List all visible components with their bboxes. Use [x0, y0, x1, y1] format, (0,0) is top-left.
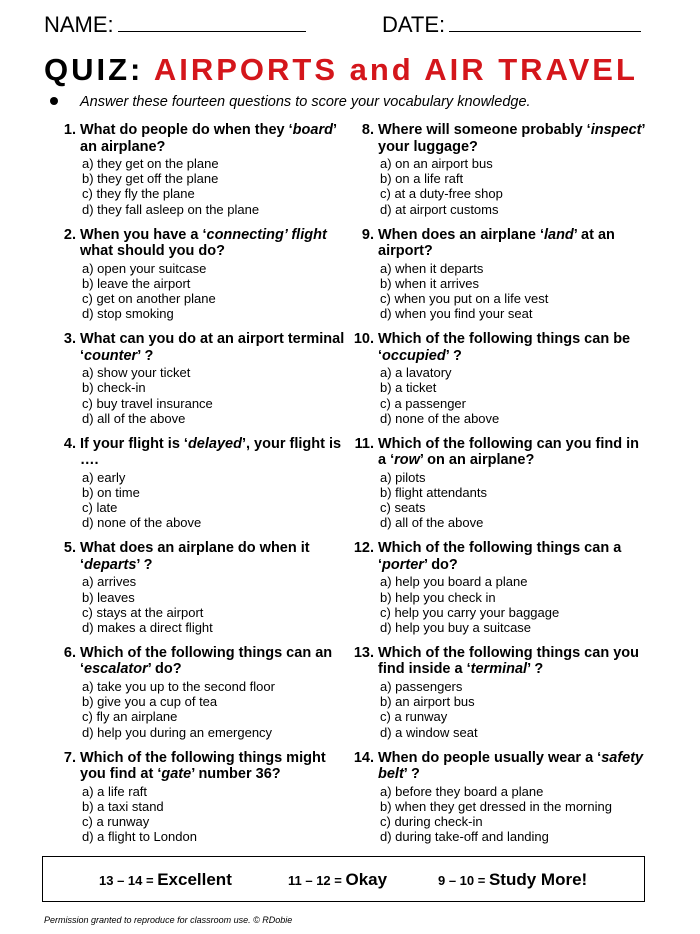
question-text-post: ’ an airplane? [80, 122, 337, 155]
answer-option[interactable]: b) an airport bus [380, 694, 475, 710]
question-number: 8. [361, 122, 374, 138]
answer-option[interactable]: d) none of the above [82, 515, 202, 531]
question-text-pre: What can you do at an airport terminal ‘ [80, 331, 345, 364]
answer-option[interactable]: d) they fall asleep on the plane [82, 201, 260, 217]
question-text [80, 645, 350, 678]
question-text [80, 436, 350, 469]
answer-option[interactable]: c) get on another plane [82, 291, 216, 306]
answer-option[interactable]: a) open your suitcase [82, 260, 207, 276]
question-14 [348, 750, 648, 855]
question-text-post: ’ ? [136, 556, 153, 573]
answer-option[interactable]: c) seats [380, 500, 426, 516]
question-text [378, 645, 648, 678]
question-13 [348, 645, 648, 750]
question-4 [50, 436, 350, 541]
answer-options [378, 156, 648, 217]
question-text-post: ’ ? [403, 766, 420, 783]
question-text-post: what should you do? [80, 243, 225, 260]
score-box [42, 856, 645, 902]
answer-option[interactable]: a) help you board a plane [380, 574, 528, 590]
question-number: 5. [63, 540, 76, 557]
question-keyword: delayed [187, 435, 242, 452]
answer-option[interactable]: d) makes a direct flight [82, 619, 213, 635]
answer-option[interactable]: a) a lavatory [380, 365, 452, 381]
instructions-text: Answer these fourteen questions to score your vocabulary knowledge. [80, 94, 531, 110]
questions-column-left [50, 122, 350, 854]
question-text [378, 436, 648, 469]
question-text [378, 122, 648, 155]
answer-option[interactable]: c) fly an airplane [82, 709, 178, 725]
answer-options [80, 470, 350, 531]
answer-options [378, 574, 648, 635]
answer-option[interactable]: c) buy travel insurance [82, 395, 213, 411]
question-2 [50, 227, 350, 332]
answer-option[interactable]: b) when it arrives [380, 275, 479, 291]
answer-option[interactable]: d) none of the above [380, 410, 500, 426]
question-number: 6. [63, 644, 76, 661]
question-keyword: connecting’ flight [206, 226, 327, 243]
question-text [80, 122, 350, 155]
question-keyword: porter [382, 556, 424, 573]
answer-options [80, 574, 350, 635]
question-text-post: ’ number 36? [191, 766, 281, 783]
question-number: 14. [353, 749, 374, 766]
name-label: NAME: [44, 12, 114, 37]
footer-permission: Permission granted to reproduce for classroom use. © RDobie [44, 915, 293, 925]
answer-option[interactable]: a) take you up to the second floor [82, 678, 275, 694]
question-keyword: land [543, 226, 574, 243]
answer-option[interactable]: d) when you find your seat [380, 306, 533, 322]
answer-option[interactable]: b) give you a cup of tea [82, 694, 218, 710]
answer-options [378, 470, 648, 531]
question-number: 2. [63, 226, 76, 243]
answer-options [80, 784, 350, 845]
question-text-pre: What do people do when they ‘ [80, 122, 293, 138]
question-10 [348, 331, 648, 436]
question-text [378, 540, 648, 573]
date-label: DATE: [382, 12, 446, 37]
question-1 [50, 122, 350, 227]
answer-option[interactable]: a) on an airport bus [380, 156, 493, 171]
question-text [378, 227, 648, 260]
answer-options [378, 679, 648, 740]
score-label: Excellent [157, 870, 232, 889]
question-text-post: ’ on an airplane? [419, 452, 535, 469]
answer-option[interactable]: b) on a life raft [380, 171, 464, 187]
question-keyword: board [292, 122, 333, 138]
answer-option[interactable]: b) check-in [82, 380, 146, 396]
date-field [382, 12, 641, 38]
question-6 [50, 645, 350, 750]
question-text-post: ’ ? [137, 347, 154, 364]
question-keyword: departs [84, 556, 137, 573]
question-text-post: ’ do? [423, 556, 458, 573]
answer-options [378, 784, 648, 845]
question-keyword: row [394, 452, 420, 469]
question-text [80, 540, 350, 573]
question-text-post: ’ your luggage? [378, 122, 645, 155]
answer-option[interactable]: c) a runway [82, 813, 150, 829]
question-number: 9. [361, 226, 374, 243]
answer-option[interactable]: b) leave the airport [82, 275, 191, 291]
question-keyword: escalator [84, 661, 148, 678]
answer-options [80, 156, 350, 217]
question-text-pre: Where will someone probably ‘ [378, 122, 591, 138]
answer-options [80, 261, 350, 322]
bullet-icon [50, 97, 58, 105]
question-text-pre: What does an airplane do when it ‘ [80, 540, 310, 573]
answer-option[interactable]: b) they get off the plane [82, 171, 219, 187]
question-3 [50, 331, 350, 436]
answer-options [378, 261, 648, 322]
answer-option[interactable]: a) early [82, 469, 126, 485]
question-number: 13. [353, 644, 374, 661]
answer-option[interactable]: c) they fly the plane [82, 186, 195, 202]
score-study-more [438, 870, 587, 890]
question-text-pre: Which of the following things can an ‘ [80, 644, 333, 678]
score-range: 9 – 10 = [438, 873, 489, 888]
answer-option[interactable]: c) a runway [380, 709, 448, 725]
question-12 [348, 540, 648, 645]
answer-option[interactable]: b) when they get dressed in the morning [380, 798, 612, 814]
score-okay [288, 870, 387, 890]
question-keyword: counter [84, 347, 138, 364]
answer-option[interactable]: a) a life raft [82, 783, 148, 799]
question-text [378, 331, 648, 364]
name-field [44, 12, 306, 38]
answer-option[interactable]: c) late [82, 500, 118, 516]
answer-option[interactable]: a) show your ticket [82, 365, 191, 381]
title-topic: AIRPORTS and AIR TRAVEL [153, 52, 638, 87]
question-keyword: inspect [590, 122, 642, 138]
question-text-pre: When do people usually wear a ‘ [378, 749, 602, 766]
question-number: 1. [63, 122, 76, 138]
question-text-pre: When you have a ‘ [80, 226, 207, 243]
answer-option[interactable]: d) all of the above [82, 410, 186, 426]
question-7 [50, 750, 350, 855]
question-number: 4. [63, 435, 76, 452]
answer-option[interactable]: b) help you check in [380, 589, 496, 605]
question-text-post: ’ ? [445, 347, 462, 364]
question-keyword: occupied [382, 347, 446, 364]
title-quiz: QUIZ: [44, 52, 144, 87]
question-text-post: ’, your flight is …. [80, 435, 342, 469]
answer-option[interactable]: c) help you carry your baggage [380, 604, 560, 620]
question-text-pre: Which of the following things can a ‘ [378, 540, 622, 573]
answer-option[interactable]: a) arrives [82, 574, 137, 590]
question-text-pre: Which of the following things might you find at ‘ [80, 749, 326, 783]
name-line[interactable] [118, 13, 306, 32]
question-keyword: safety belt [378, 749, 644, 783]
answer-option[interactable]: d) stop smoking [82, 306, 174, 322]
score-range: 13 – 14 = [99, 873, 158, 888]
answer-option[interactable]: d) all of the above [380, 515, 484, 531]
question-text-post: ’ do? [147, 661, 182, 678]
score-range: 11 – 12 = [288, 873, 346, 888]
answer-option[interactable]: a) when it departs [380, 260, 484, 276]
answer-option[interactable]: d) during take-off and landing [380, 829, 549, 845]
question-keyword: gate [161, 766, 192, 783]
answer-option[interactable]: b) a ticket [380, 380, 437, 396]
answer-option[interactable]: c) during check-in [380, 813, 483, 829]
answer-option[interactable]: b) a taxi stand [82, 798, 164, 814]
answer-option[interactable]: b) flight attendants [380, 484, 487, 500]
score-label: Study More! [488, 870, 588, 889]
answer-option[interactable]: a) they get on the plane [82, 156, 219, 171]
page-title [44, 52, 638, 88]
answer-option[interactable]: c) at a duty-free shop [380, 186, 503, 202]
answer-option[interactable]: a) passengers [380, 678, 463, 694]
question-text-pre: Which of the following things can you find inside a ‘ [378, 644, 639, 678]
question-number: 3. [63, 331, 76, 348]
answer-option[interactable]: b) on time [82, 484, 140, 500]
answer-option[interactable]: d) at airport customs [380, 201, 499, 217]
question-number: 10. [353, 331, 374, 348]
questions-column-right [348, 122, 648, 854]
question-number: 12. [353, 540, 374, 557]
question-text-pre: If your flight is ‘ [80, 435, 188, 452]
question-11 [348, 436, 648, 541]
answer-option[interactable]: a) pilots [380, 469, 426, 485]
question-text-pre: Which of the following things can be ‘ [378, 331, 631, 364]
instructions [50, 94, 531, 110]
question-text-pre: Which of the following can you find in a ‘ [378, 435, 639, 469]
answer-option[interactable]: b) leaves [82, 589, 135, 605]
answer-option[interactable]: d) a window seat [380, 724, 478, 740]
question-text [80, 750, 350, 783]
question-text [80, 331, 350, 364]
answer-option[interactable]: a) before they board a plane [380, 783, 544, 799]
answer-options [80, 365, 350, 426]
question-5 [50, 540, 350, 645]
question-keyword: terminal [470, 661, 528, 678]
question-text-post: ’ ? [527, 661, 544, 678]
answer-option[interactable]: d) help you during an emergency [82, 724, 273, 740]
header-row [44, 12, 644, 42]
question-text-post: ’ at an airport? [378, 226, 615, 260]
answer-option[interactable]: d) help you buy a suitcase [380, 619, 532, 635]
question-text-pre: When does an airplane ‘ [378, 226, 544, 243]
answer-option[interactable]: c) stays at the airport [82, 604, 204, 620]
score-label: Okay [345, 870, 388, 889]
question-number: 11. [354, 435, 374, 452]
question-text [80, 227, 350, 260]
question-text [378, 750, 648, 783]
answer-option[interactable]: d) a flight to London [82, 829, 197, 845]
answer-option[interactable]: c) a passenger [380, 395, 466, 411]
answer-options [80, 679, 350, 740]
question-number: 7. [63, 749, 76, 766]
answer-option[interactable]: c) when you put on a life vest [380, 291, 549, 306]
answer-options [378, 365, 648, 426]
score-excellent [99, 870, 232, 890]
question-9 [348, 227, 648, 332]
question-8 [348, 122, 648, 227]
date-line[interactable] [449, 13, 641, 32]
